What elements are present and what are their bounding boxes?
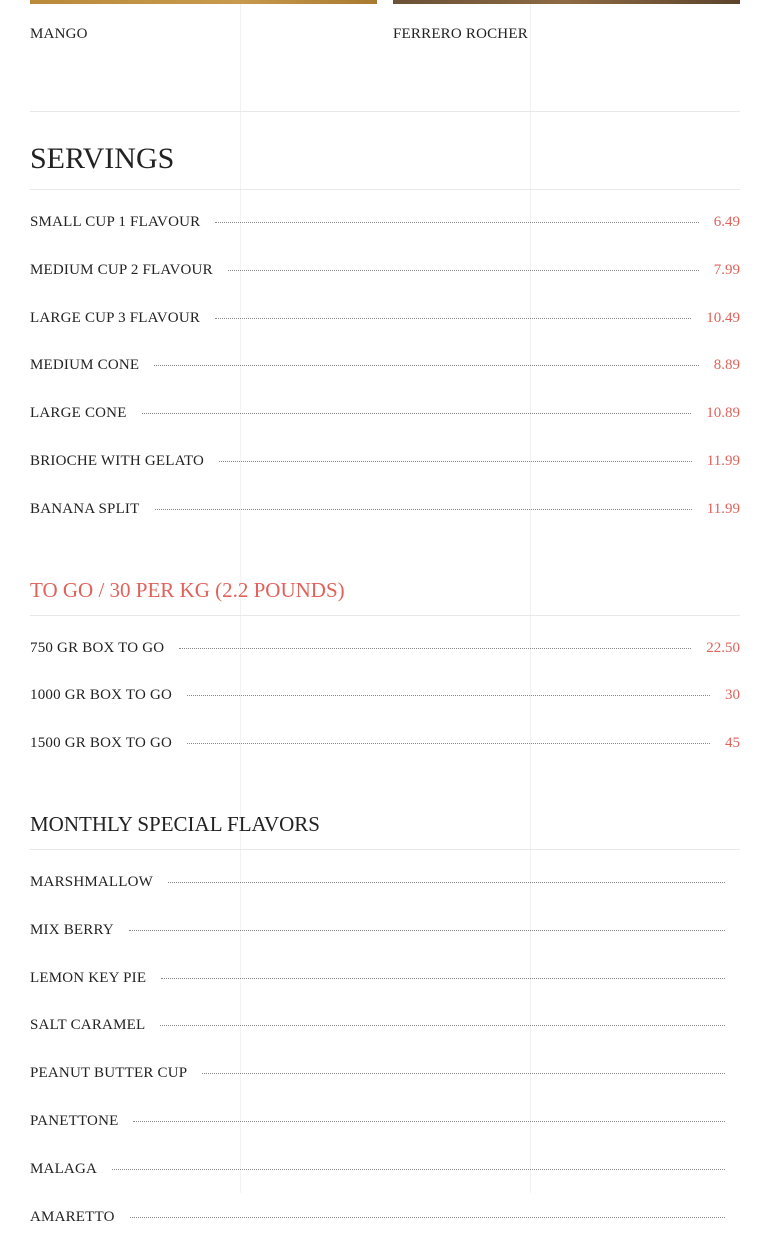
to-go-title: TO GO / 30 PER KG (2.2 POUNDS) — [30, 575, 740, 616]
to-go-list — [30, 616, 740, 783]
dotted-leader — [202, 1073, 725, 1074]
menu-item-name: MIX BERRY — [30, 921, 114, 938]
dotted-leader — [129, 930, 725, 931]
servings-list — [30, 190, 740, 549]
menu-item-row — [30, 1113, 740, 1161]
menu-item-row — [30, 214, 740, 262]
monthly-special-title: MONTHLY SPECIAL FLAVORS — [30, 809, 740, 850]
menu-item-name: PANETTONE — [30, 1112, 119, 1129]
menu-item-price: 22.50 — [706, 639, 740, 656]
menu-item-name: PEANUT BUTTER CUP — [30, 1065, 188, 1082]
dotted-leader — [187, 695, 710, 696]
menu-item-price: 10.89 — [706, 405, 740, 422]
dotted-leader — [133, 1121, 725, 1122]
menu-item-name: BRIOCHE WITH GELATO — [30, 452, 205, 469]
dotted-leader — [154, 365, 698, 366]
menu-item-name: SALT CARAMEL — [30, 1017, 146, 1034]
menu-item-row — [30, 1161, 740, 1209]
menu-item-price: 30 — [725, 687, 740, 704]
menu-item-name: MARSHMALLOW — [30, 873, 154, 890]
menu-item-name: MEDIUM CONE — [30, 357, 140, 374]
menu-item-name: MALAGA — [30, 1160, 98, 1177]
menu-item-row — [30, 1017, 740, 1065]
menu-item-name: AMARETTO — [30, 1208, 115, 1225]
dotted-leader — [130, 1217, 725, 1218]
menu-item-name: 1000 GR BOX TO GO — [30, 687, 173, 704]
dotted-leader — [228, 270, 699, 271]
dotted-leader — [215, 222, 698, 223]
flavor-tile-mango[interactable] — [30, 0, 377, 43]
menu-item-row — [30, 310, 740, 358]
menu-item-row — [30, 501, 740, 549]
dotted-leader — [142, 413, 692, 414]
menu-item-row — [30, 453, 740, 501]
menu-item-name: LARGE CUP 3 FLAVOUR — [30, 309, 201, 326]
menu-item-price: 11.99 — [706, 500, 740, 517]
menu-item-row — [30, 874, 740, 922]
flavor-label: FERRERO ROCHER — [393, 26, 528, 42]
menu-item-row — [30, 970, 740, 1018]
monthly-special-list — [30, 850, 740, 1256]
menu-item-price: 8.89 — [713, 357, 740, 374]
menu-item-row — [30, 922, 740, 970]
menu-item-name: 750 GR BOX TO GO — [30, 639, 165, 656]
menu-item-price: 6.49 — [713, 214, 740, 230]
menu-item-price: 45 — [725, 735, 740, 752]
menu-item-price: 7.99 — [713, 261, 740, 278]
menu-item-name: MEDIUM CUP 2 FLAVOUR — [30, 261, 213, 278]
menu-container — [30, 0, 740, 1256]
menu-item-row — [30, 405, 740, 453]
menu-item-name: SMALL CUP 1 FLAVOUR — [30, 214, 201, 230]
menu-item-row — [30, 262, 740, 310]
menu-item-row — [30, 1209, 740, 1256]
menu-item-row — [30, 357, 740, 405]
menu-item-row — [30, 1065, 740, 1113]
dotted-leader — [155, 509, 692, 510]
dotted-leader — [215, 318, 691, 319]
servings-title: SERVINGS — [30, 112, 740, 190]
menu-item-name: BANANA SPLIT — [30, 500, 140, 517]
menu-item-price: 10.49 — [706, 309, 740, 326]
dotted-leader — [187, 743, 710, 744]
menu-item-row — [30, 640, 740, 688]
flavor-tiles — [30, 0, 740, 112]
dotted-leader — [161, 978, 725, 979]
menu-item-name: LEMON KEY PIE — [30, 969, 147, 986]
menu-item-price: 11.99 — [706, 452, 740, 469]
flavor-image — [30, 0, 377, 4]
flavor-image — [393, 0, 740, 4]
dotted-leader — [160, 1025, 725, 1026]
flavor-label: MANGO — [30, 26, 88, 42]
menu-item-row — [30, 687, 740, 735]
flavor-tile-ferrero-rocher[interactable] — [393, 0, 740, 43]
dotted-leader — [168, 882, 725, 883]
dotted-leader — [219, 461, 692, 462]
menu-item-name: 1500 GR BOX TO GO — [30, 735, 173, 752]
menu-item-name: LARGE CONE — [30, 405, 127, 422]
menu-item-row — [30, 735, 740, 783]
dotted-leader — [112, 1169, 725, 1170]
dotted-leader — [179, 648, 691, 649]
